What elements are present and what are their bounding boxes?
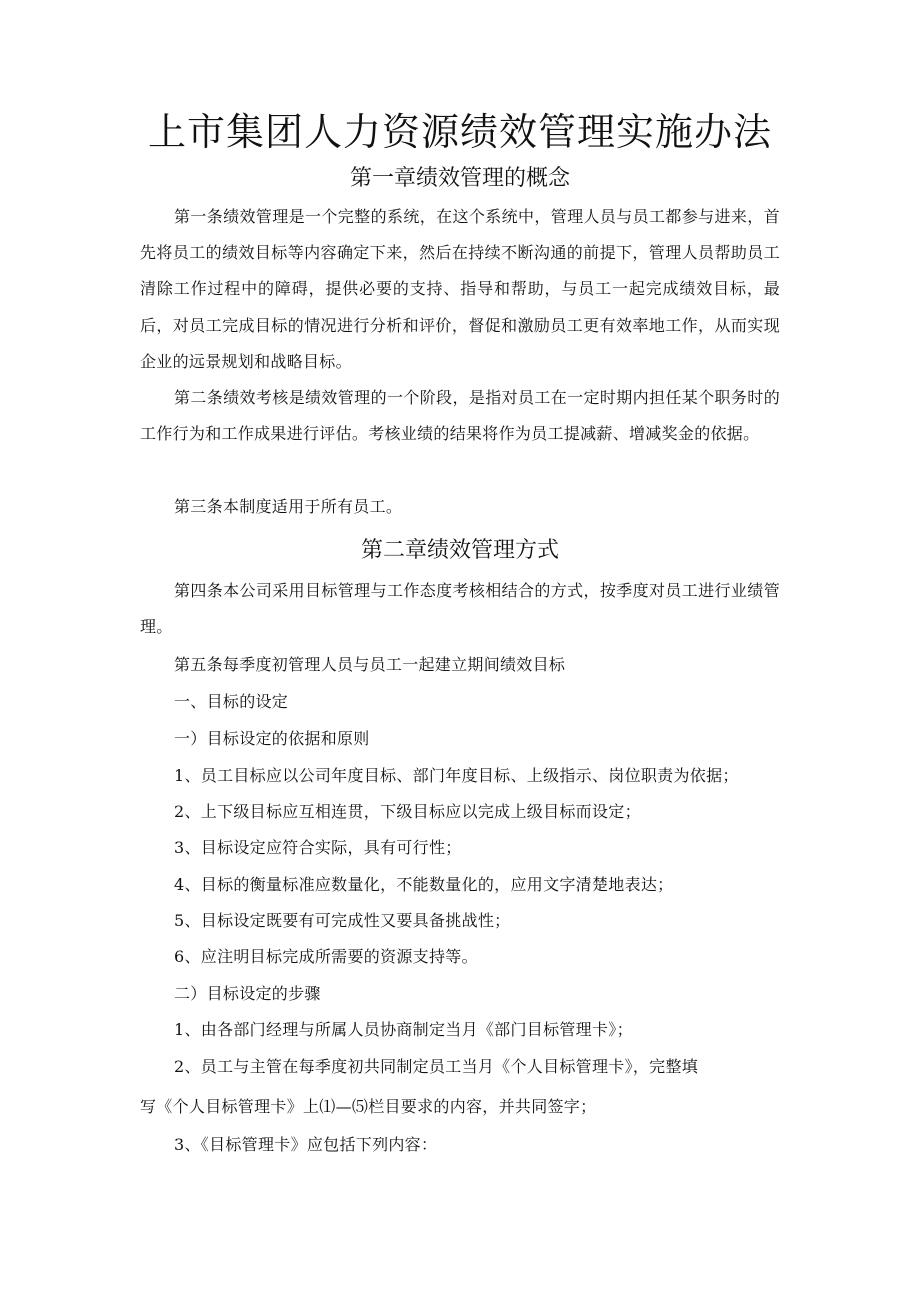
subsection-heading-principles: 一）目标设定的依据和原则	[174, 729, 370, 748]
document-title: 上市集团人力资源绩效管理实施办法	[147, 110, 772, 154]
subsection-heading-steps: 二）目标设定的步骤	[174, 984, 321, 1003]
list-item: 3、目标设定应符合实际，具有可行性；	[174, 838, 462, 857]
list-item: 5、目标设定既要有可完成性又要具备挑战性；	[174, 911, 511, 930]
article-1-paragraph: 第一条绩效管理是一个完整的系统，在这个系统中，管理人员与员工都参与进来，首先将员工的绩效目标等内容确定下来，然后在持续不断沟通的前提下，管理人员帮助员工清除工作过程中的障碍，提供必要的支持、指导和帮助，与员工一起完成绩效目标，最后，对员工完成目标的情况进行分析和评价，督促和激励员工更有效率地工作，从而实现企业的远景规划和战略目标。	[140, 207, 780, 371]
list-item: 6、应注明目标完成所需要的资源支持等。	[174, 947, 478, 966]
list-item: 4、目标的衡量标准应数量化，不能数量化的，应用文字清楚地表达；	[174, 875, 674, 894]
article-2-paragraph: 第二条绩效考核是绩效管理的一个阶段，是指对员工在一定时期内担任某个职务时的工作行为和工作成果进行评估。考核业绩的结果将作为员工提减薪、增减奖金的依据。	[140, 388, 780, 444]
chapter-2-heading: 第二章绩效管理方式	[360, 538, 559, 563]
list-item-continuation: 写《个人目标管理卡》上⑴—⑸栏目要求的内容，并共同签字；	[140, 1097, 597, 1116]
article-4-paragraph: 第四条本公司采用目标管理与工作态度考核相结合的方式，按季度对员工进行业绩管理。	[140, 581, 780, 637]
list-item: 2、员工与主管在每季度初共同制定员工当月《个人目标管理卡》，完整填	[174, 1057, 699, 1076]
chapter-1-heading: 第一章绩效管理的概念	[349, 166, 570, 191]
list-item: 3、《目标管理卡》应包括下列内容：	[174, 1135, 438, 1154]
article-5-line: 第五条每季度初管理人员与员工一起建立期间绩效目标	[174, 655, 566, 674]
list-item: 2、上下级目标应互相连贯，下级目标应以完成上级目标而设定；	[174, 802, 641, 821]
list-item: 1、员工目标应以公司年度目标、部门年度目标、上级指示、岗位职责为依据；	[174, 766, 739, 785]
list-item: 1、由各部门经理与所属人员协商制定当月《部门目标管理卡》；	[174, 1020, 633, 1039]
article-3-paragraph: 第三条本制度适用于所有员工。	[174, 497, 403, 516]
section-heading-goal-setting: 一、目标的设定	[174, 692, 289, 711]
